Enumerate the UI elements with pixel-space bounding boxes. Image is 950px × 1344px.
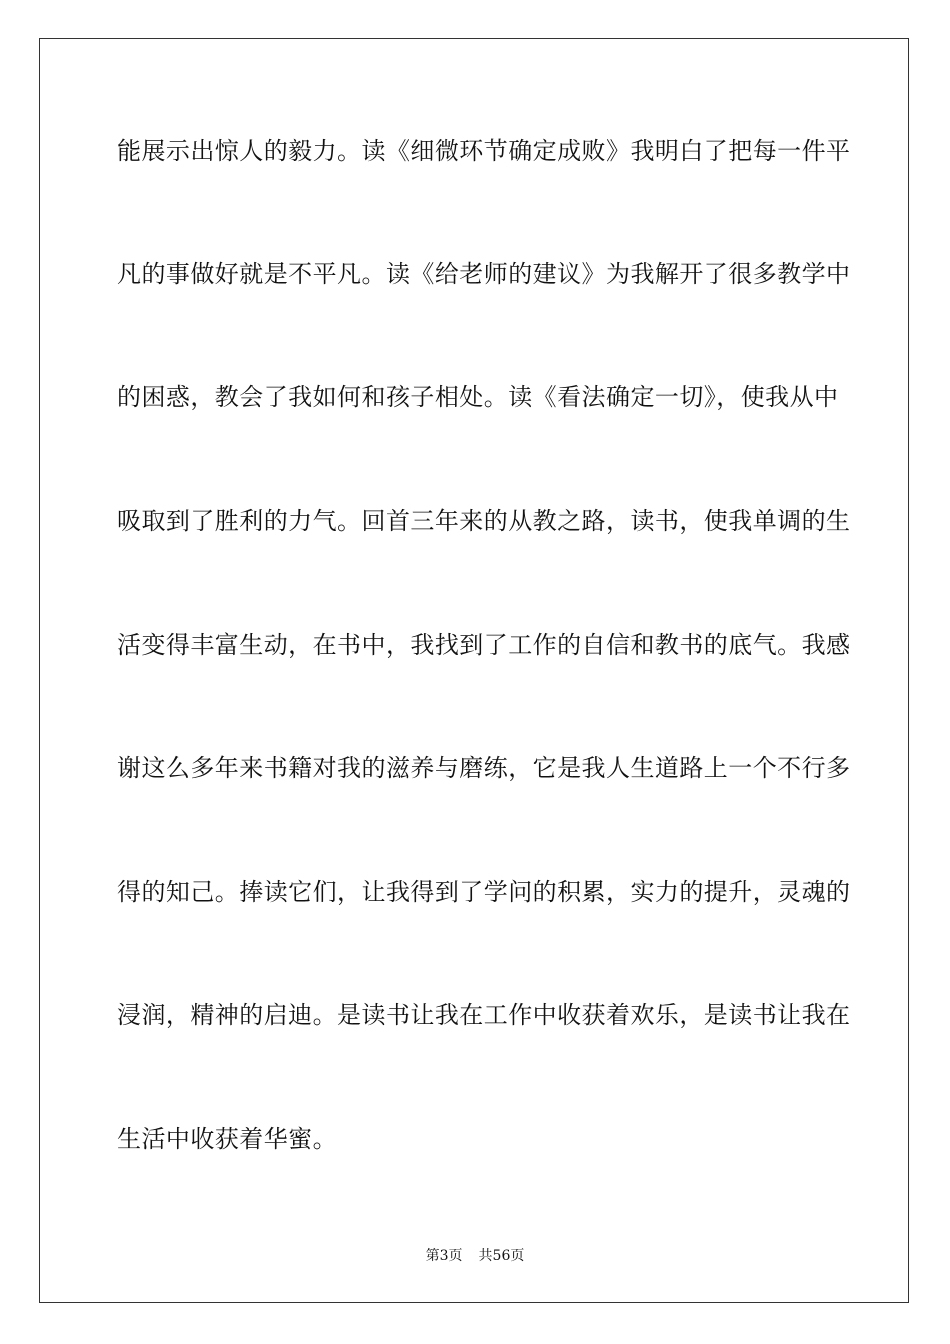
page-number: 第3页 <box>425 1248 463 1264</box>
text-line-9: 生活中收获着华蜜。 <box>117 1125 338 1153</box>
text-line-7: 得的知己。捧读它们，让我得到了学问的积累，实力的提升，灵魂的 <box>117 878 851 906</box>
page-border <box>39 38 909 1303</box>
text-line-4: 吸取到了胜利的力气。回首三年来的从教之路，读书，使我单调的生 <box>117 507 851 535</box>
text-line-8: 浸润，精神的启迪。是读书让我在工作中收获着欢乐，是读书让我在 <box>117 1001 851 1029</box>
text-line-3: 的困惑，教会了我如何和孩子相处。读《看法确定一切》，使我从中 <box>117 383 839 411</box>
text-line-1: 能展示出惊人的毅力。读《细微环节确定成败》我明白了把每一件平 <box>117 137 851 165</box>
page-footer <box>0 1246 950 1266</box>
text-line-6: 谢这么多年来书籍对我的滋养与磨练，它是我人生道路上一个不行多 <box>117 754 851 782</box>
text-line-2: 凡的事做好就是不平凡。读《给老师的建议》为我解开了很多教学中 <box>117 260 851 288</box>
page-total: 共56页 <box>478 1248 525 1264</box>
text-line-5: 活变得丰富生动，在书中，我找到了工作的自信和教书的底气。我感 <box>117 631 851 659</box>
